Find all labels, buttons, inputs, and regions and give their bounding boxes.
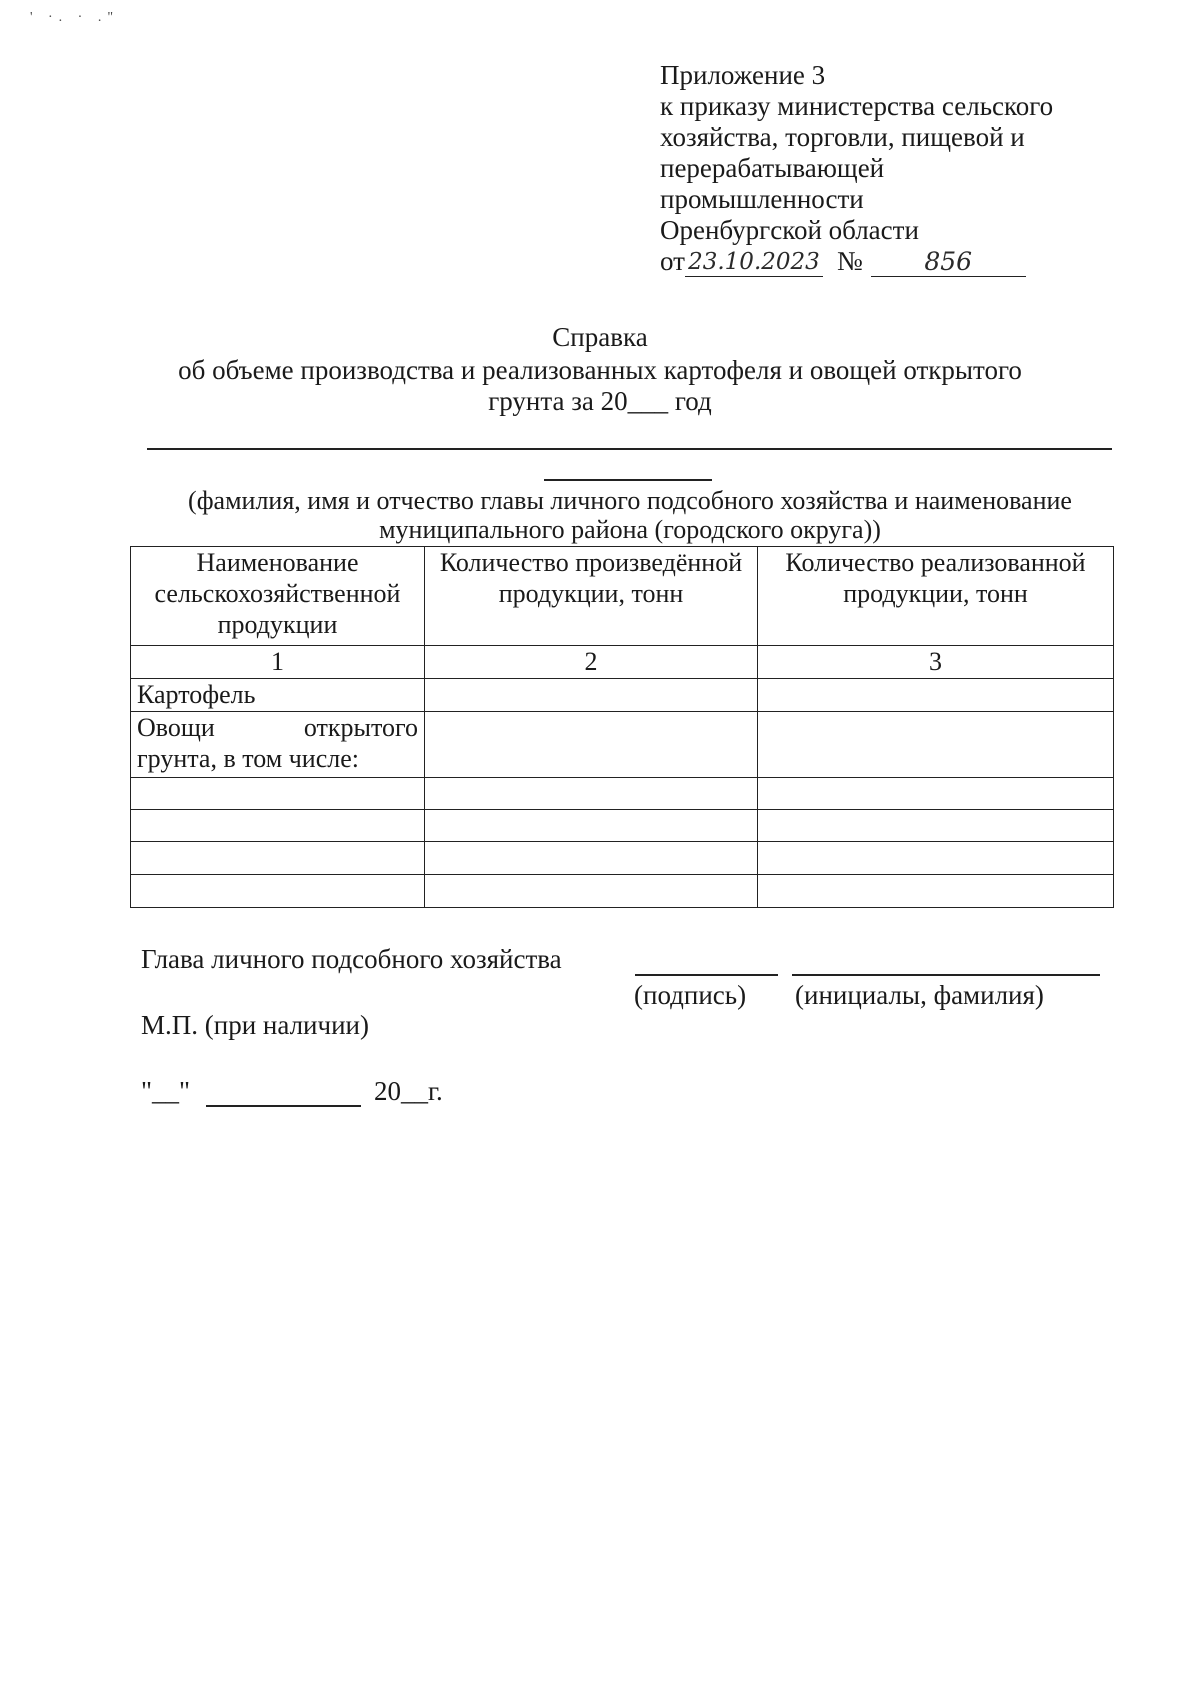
handwritten-number: 856 xyxy=(871,248,1026,277)
produced-cell[interactable] xyxy=(425,712,758,778)
table-header-row xyxy=(131,547,1114,646)
blank-cell[interactable] xyxy=(131,778,425,810)
appendix-line: к приказу министерства сельского xyxy=(660,91,1054,121)
blank-cell[interactable] xyxy=(131,842,425,875)
row-label-potato: Картофель xyxy=(131,679,425,712)
column-number-row xyxy=(131,646,1114,679)
handwritten-date: 23.10.2023 xyxy=(685,248,823,277)
signature-line xyxy=(635,974,778,976)
row-label-vegetables-line-1: Овощи открытого xyxy=(137,713,418,742)
blank-cell[interactable] xyxy=(758,778,1114,810)
date-day: "__" xyxy=(141,1076,191,1106)
blank-cell[interactable] xyxy=(425,875,758,908)
seal-note: М.П. (при наличии) xyxy=(141,1010,369,1040)
blank-cell[interactable] xyxy=(131,875,425,908)
name-fill-line-short xyxy=(544,479,712,481)
scan-specks: ' ·. · ." xyxy=(30,10,120,25)
table-row-blank xyxy=(131,842,1114,875)
signature-caption: (подпись) xyxy=(634,980,747,1010)
production-table xyxy=(130,546,1114,908)
blank-cell[interactable] xyxy=(425,778,758,810)
sold-cell[interactable] xyxy=(758,712,1114,778)
sold-cell[interactable] xyxy=(758,679,1114,712)
initials-line xyxy=(792,974,1100,976)
appendix-line: хозяйства, торговли, пищевой и xyxy=(660,122,1025,152)
blank-cell[interactable] xyxy=(425,842,758,875)
row-label-vegetables xyxy=(131,712,425,778)
table-row-blank xyxy=(131,810,1114,842)
document-title: Справка xyxy=(552,322,648,352)
table-row-vegetables xyxy=(131,712,1114,778)
blank-cell[interactable] xyxy=(758,875,1114,908)
appendix-line: Оренбургской области xyxy=(660,215,919,245)
table-row-blank xyxy=(131,875,1114,908)
header-product-name: Наименование сельскохозяйственной продукции xyxy=(131,547,425,646)
blank-cell[interactable] xyxy=(425,810,758,842)
header-produced-quantity: Количество произведённой продукции, тонн xyxy=(425,547,758,646)
table-row-blank xyxy=(131,778,1114,810)
from-prefix: от xyxy=(660,246,685,276)
number-sign: № xyxy=(836,246,863,276)
appendix-line: промышленности xyxy=(660,184,864,214)
date-year: 20__г. xyxy=(374,1076,443,1106)
header-sold-quantity: Количество реализованной продукции, тонн xyxy=(758,547,1114,646)
produced-cell[interactable] xyxy=(425,679,758,712)
blank-cell[interactable] xyxy=(758,810,1114,842)
caption-line-2: муниципального района (городского округа)) xyxy=(379,515,881,544)
blank-cell[interactable] xyxy=(131,810,425,842)
head-of-household-label: Глава личного подсобного хозяйства xyxy=(141,944,562,974)
row-label-vegetables-line-2: грунта, в том числе: xyxy=(137,744,359,773)
table-row-potato xyxy=(131,679,1114,712)
order-date-number xyxy=(660,246,1100,277)
date-month-line xyxy=(206,1105,361,1107)
appendix-line: перерабатывающей xyxy=(660,153,885,183)
column-number: 2 xyxy=(425,646,758,679)
blank-cell[interactable] xyxy=(758,842,1114,875)
title-line-1: об объеме производства и реализованных картофеля и овощей открытого xyxy=(178,355,1022,385)
title-line-2: грунта за 20___ год xyxy=(488,386,712,416)
column-number: 1 xyxy=(131,646,425,679)
name-fill-line xyxy=(147,448,1112,450)
caption-line-1: (фамилия, имя и отчество главы личного подсобного хозяйства и наименование xyxy=(188,486,1072,515)
appendix-block xyxy=(660,60,1100,277)
appendix-line: Приложение 3 xyxy=(660,60,826,90)
column-number: 3 xyxy=(758,646,1114,679)
initials-caption: (инициалы, фамилия) xyxy=(795,980,1044,1010)
